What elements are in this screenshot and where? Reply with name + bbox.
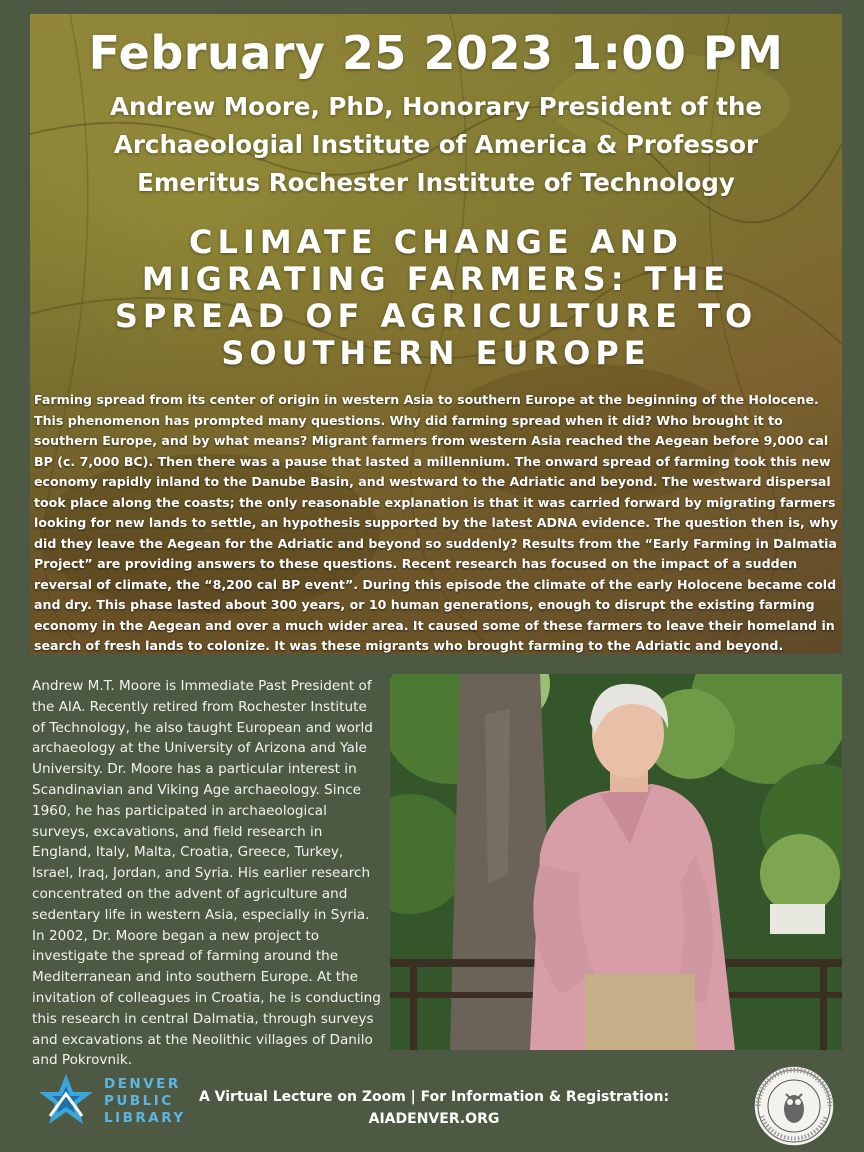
title-line: CLIMATE CHANGE AND — [189, 223, 683, 261]
speaker-photo — [390, 674, 842, 1050]
speaker-line: Andrew Moore, PhD, Honorary President of the — [109, 92, 763, 121]
title-line: MIGRATING FARMERS: THE — [141, 260, 731, 298]
registration-line: A Virtual Lecture on Zoom | For Information & Registration: — [198, 1089, 670, 1105]
hero-banner — [30, 14, 842, 654]
title-line: SOUTHERN EUROPE — [221, 334, 651, 372]
speaker-credentials — [60, 88, 812, 202]
library-name-line: LIBRARY — [104, 1110, 186, 1126]
speaker-line: Emeritus Rochester Institute of Technology — [137, 168, 735, 197]
library-name — [104, 1076, 186, 1127]
event-date: February 25 2023 1:00 PM — [88, 26, 784, 80]
aia-seal-icon — [752, 1064, 836, 1148]
lecture-abstract: Farming spread from its center of origin in western Asia to southern Europe at the beginning of the Holocene. This phenomenon has prompted many questions. Why did farming spread when it did? Who brought it to southern Europe, and by what means? Migrant farmers from western Asia reached the Aegean before 9,000 cal BP (c. 7,000 BC). Then there was a pause that lasted a millennium. The onward spread of farming took this new economy rapidly inland to the Danube Basin, and westward to the Adriatic and beyond. The westward dispersal took place along the coasts; the only reasonable explanation is that it was carried forward by migrating farmers looking for new lands to settle, an hypothesis supported by the latest ADNA evidence. The question then is, why did they leave the Aegean for the Adriatic and beyond so suddenly? Results from the “Early Farming in Dalmatia Project” are providing answers to these questions. Recent research has focused on the impact of a sudden reversal of climate, the “8,200 cal BP event”. During this episode the climate of the early Holocene became cold and dry. This phase lasted about 300 years, or 10 human generations, enough to disrupt the existing farming economy in the Aegean and over a much wider area. It caused some of these farmers to leave their homeland in search of fresh lands to colonize. It was these migrants who brought farming to the Adriatic and beyond. — [34, 392, 838, 653]
title-line: SPREAD OF AGRICULTURE TO — [114, 297, 758, 335]
library-name-line: DENVER — [104, 1076, 181, 1092]
lecture-title — [50, 224, 822, 372]
registration-website: AIADENVER.ORG — [368, 1111, 500, 1127]
speaker-bio: Andrew M.T. Moore is Immediate Past President of the AIA. Recently retired from Rochester Institute of Technology, he also taught European and world archaeology at the University of Arizona and Yale University. Dr. Moore has a particular interest in Scandinavian and Viking Age archaeology. Since 1960, he has participated in archaeological surveys, excavations, and field research in England, Italy, Malta, Croatia, Greece, Turkey, Israel, Iraq, Jordan, and Syria. His earlier research concentrated on the advent of agriculture and sedentary life in western Asia, especially in Syria. In 2002, Dr. Moore began a new project to investigate the spread of farming around the Mediterranean and into southern Europe. At the invitation of colleagues in Croatia, he is conducting this research in central Dalmatia, through surveys and excavations at the Neolithic villages of Danilo and Pokrovnik. — [32, 678, 381, 1069]
registration-info — [190, 1086, 678, 1130]
speaker-line: Archaeologial Institute of America & Professor — [113, 130, 759, 159]
star-logo-icon — [36, 1072, 96, 1132]
library-name-line: PUBLIC — [104, 1093, 174, 1109]
